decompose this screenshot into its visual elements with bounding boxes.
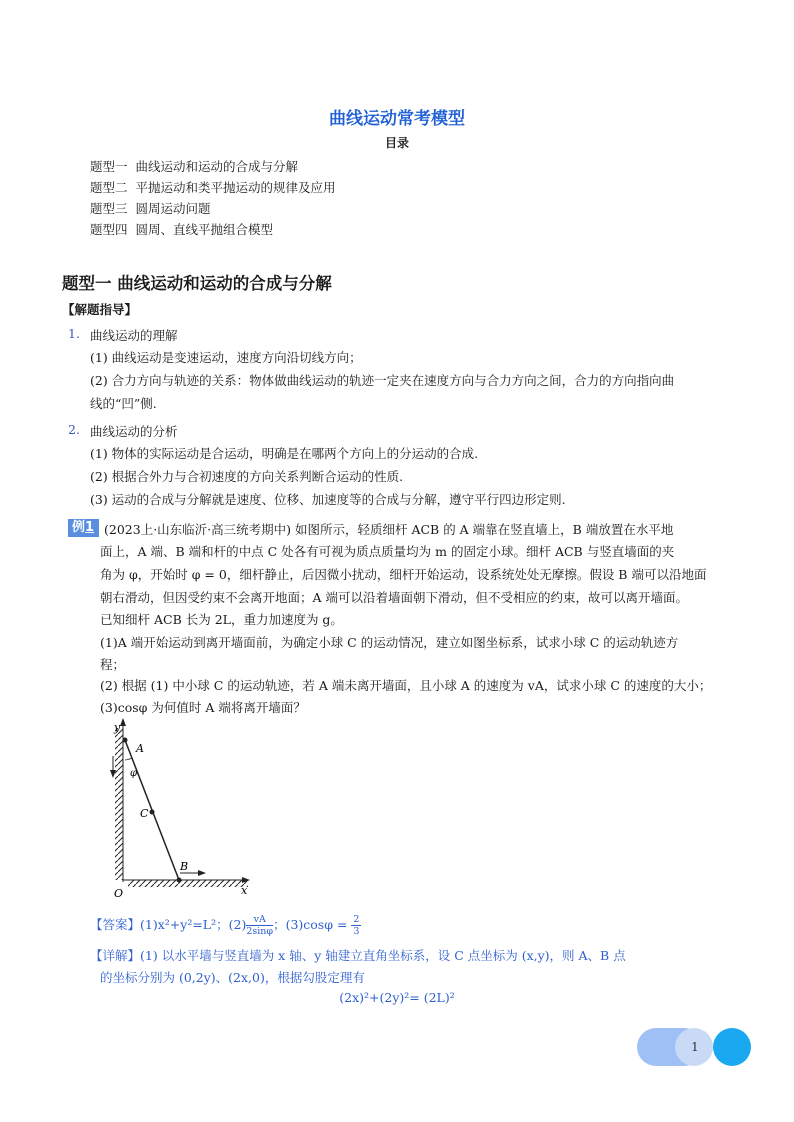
y-axis-arrow [120,718,126,726]
guide-label: 【解题指导】 [62,302,138,317]
point-heading: 曲线运动的分析 [90,424,178,439]
label-o: O [114,887,124,900]
label-c: C [140,807,149,820]
point-number: 2. [68,422,80,437]
point-line: (2) 合力方向与轨迹的关系：物体做曲线运动的轨迹一定夹在速度方向与合力方向之间，合力的方向指向曲 [90,373,675,388]
detail-line: 的坐标分别为 (0,2y)、(2x,0)，根据勾股定理有 [100,970,365,985]
example-line: 已知细杆 ACB 长为 2L，重力加速度为 g。 [100,612,343,627]
point-line: (1) 曲线运动是变速运动，速度方向沿切线方向； [90,350,362,365]
example-line: (2023上·山东临沂·高三统考期中) 如图所示，轻质细杆 ACB 的 A 端靠在竖直墙上，B 端放置在水平地 [104,522,674,537]
label-x: x [241,884,248,897]
angle-arc [125,758,132,760]
ball-a [123,738,128,743]
ball-c [150,810,155,815]
toc-item[interactable]: 题型一 曲线运动和运动的合成与分解 [90,159,299,174]
label-phi: φ [130,768,138,779]
example-line: (2) 根据 (1) 中小球 C 的运动轨迹，若 A 端未离开墙面，且小球 A 的速度为 vA，试求小球 C 的速度的大小； [100,678,712,693]
fraction-two-thirds: $\frac{2}{3}$ [353,914,360,937]
detail-equation: (2x)²+(2y)²= (2L)² [339,990,455,1005]
example-line: (3)cosφ 为何值时 A 端将离开墙面？ [100,700,306,715]
example-badge: 例1 [68,519,99,537]
ball-b [177,878,182,883]
detail-line: 【详解】(1) 以水平墙与竖直墙为 x 轴、y 轴建立直角坐标系，设 C 点坐标为 (x,y)，则 A、B 点 [90,948,626,963]
page-title: 曲线运动常考模型 [329,109,465,129]
point-heading: 曲线运动的理解 [90,328,178,343]
example-line: (1)A 端开始运动到离开墙面前，为确定小球 C 的运动情况，建立如图坐标系，试求小球 C 的运动轨迹方 [100,635,679,650]
right-arrow-icon [198,870,206,876]
point-line: 线的“凹”侧. [90,396,157,411]
point-line: (3) 运动的合成与分解就是速度、位移、加速度等的合成与分解，遵守平行四边形定则. [90,492,566,507]
wall-hatch [115,728,123,880]
oval-right [713,1028,751,1066]
example-line: 程； [100,657,126,672]
ground-hatch [128,880,248,887]
label-b: B [180,860,189,873]
point-number: 1. [68,326,80,341]
table-of-contents [90,156,336,240]
point-line: (2) 根据合外力与合初速度的方向关系判断合运动的性质. [90,469,404,484]
example-line: 面上，A 端、B 端和杆的中点 C 处各有可视为质点质量均为 m 的固定小球。细杆 ACB 与竖直墙面的夹 [100,544,675,559]
fraction-va: $\frac{vA}{2\sin\varphi}$ [246,914,274,937]
toc-heading: 目录 [384,136,409,150]
example-line: 角为 φ，开始时 φ = 0，细杆静止，后因微小扰动，细杆开始运动，设系统处处无摩擦。假设 B 端可以沿地面 [100,567,707,582]
answer-line: 【答案】(1)x²+y²=L²；(2) $\frac{vA}{2\sin\varphi}$ ；(3)cosφ = $\frac{2}{3}$ [90,914,360,937]
toc-item[interactable]: 题型四 圆周、直线平抛组合模型 [90,222,274,237]
example-line: 朝右滑动，但因受约束不会离开地面；A 端可以沿着墙面朝下滑动，但不受相应的约束，故可以离开墙面。 [100,590,689,605]
label-a: A [136,742,144,755]
point-line: (1) 物体的实际运动是合运动，明确是在哪两个方向上的分运动的合成. [90,446,479,461]
toc-item[interactable]: 题型三 圆周运动问题 [90,201,211,216]
toc-item[interactable]: 题型二 平抛运动和类平抛运动的规律及应用 [90,180,336,195]
section-heading: 题型一 曲线运动和运动的合成与分解 [62,274,332,293]
rod-diagram [100,716,260,900]
page-number: 1 [691,1040,699,1054]
label-y: y [114,721,121,734]
